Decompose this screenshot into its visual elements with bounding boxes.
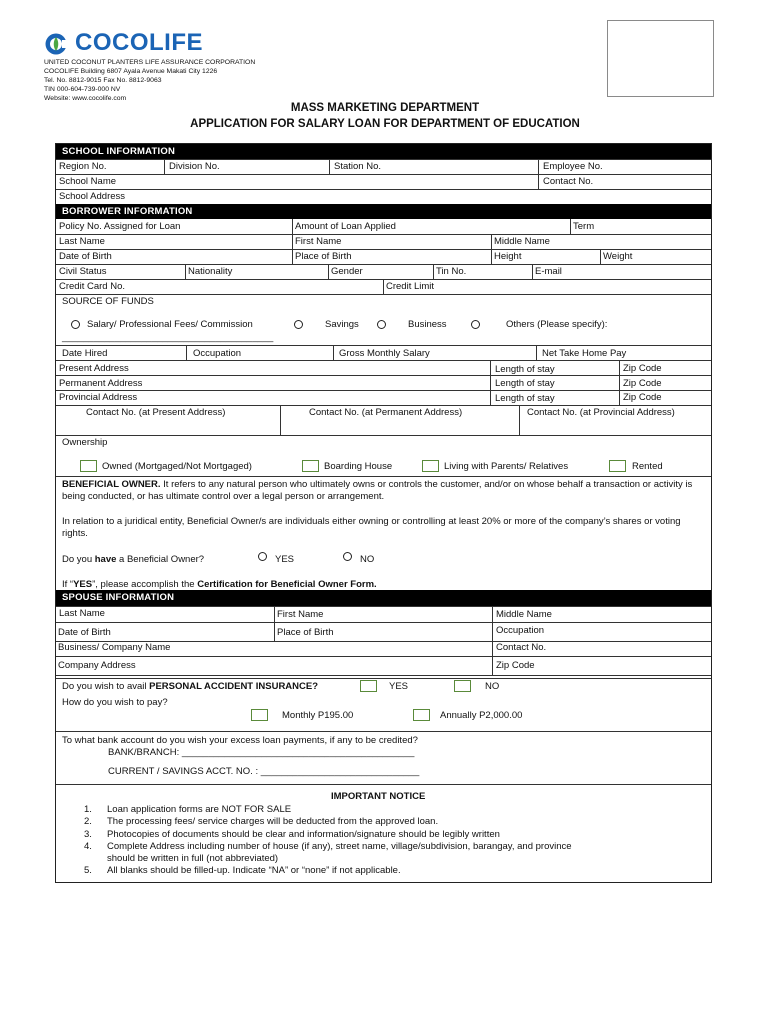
boarding-label: Boarding House (324, 461, 393, 472)
spouse-dob-field[interactable]: Date of Birth (58, 627, 111, 638)
photo-box[interactable] (607, 20, 714, 97)
living-parents-checkbox[interactable] (422, 460, 439, 472)
spouse-contact-field[interactable]: Contact No. (496, 642, 547, 653)
ownership-label: Ownership (62, 437, 108, 448)
civil-status-field[interactable]: Civil Status (59, 266, 107, 277)
salary-label: Salary/ Professional Fees/ Commission (87, 319, 253, 330)
divider (56, 174, 711, 175)
beneficial-no-radio[interactable] (343, 552, 352, 561)
loan-amount-field[interactable]: Amount of Loan Applied (295, 221, 396, 232)
permanent-length-field[interactable]: Length of stay (495, 378, 555, 389)
divider (185, 264, 186, 279)
contact-permanent-field[interactable]: Contact No. (at Permanent Address) (309, 407, 463, 418)
divider (56, 159, 711, 160)
spouse-middle-name-field[interactable]: Middle Name (496, 609, 552, 620)
owned-checkbox[interactable] (80, 460, 97, 472)
nationality-field[interactable]: Nationality (188, 266, 233, 277)
notice-num-4: 4. (84, 841, 92, 852)
divider (56, 390, 711, 391)
credit-card-field[interactable]: Credit Card No. (59, 281, 125, 292)
notice-item-4: Complete Address including number of house (if any), street name, village/subdivision, barangay, and province (107, 841, 572, 852)
divider (433, 264, 434, 279)
school-contact-field[interactable]: Contact No. (543, 176, 594, 187)
middle-name-field[interactable]: Middle Name (494, 236, 550, 247)
spouse-zip-field[interactable]: Zip Code (496, 660, 535, 671)
divider (56, 675, 711, 676)
divider (274, 606, 275, 642)
divider (56, 234, 711, 235)
beneficial-no-label: NO (360, 554, 375, 565)
notice-item-3: Photocopies of documents should be clear and information/signature should be legibly written (107, 829, 500, 840)
weight-field[interactable]: Weight (603, 251, 633, 262)
divider (56, 606, 711, 607)
divider (383, 279, 384, 294)
email-field[interactable]: E-mail (535, 266, 562, 277)
spouse-occupation-field[interactable]: Occupation (496, 625, 545, 636)
notice-num-1: 1. (84, 804, 92, 815)
school-address-field[interactable]: School Address (59, 191, 126, 202)
others-radio[interactable] (471, 320, 480, 329)
tin-field[interactable]: Tin No. (436, 266, 467, 277)
beneficial-instruction: If “YES”, please accomplish the Certification for Beneficial Owner Form. (62, 579, 377, 590)
salary-radio[interactable] (71, 320, 80, 329)
provincial-address-field[interactable]: Provincial Address (59, 392, 138, 403)
company-info (44, 58, 255, 103)
company-logo (44, 30, 203, 56)
company-logo-text: COCOLIFE (75, 29, 203, 56)
application-form (55, 143, 712, 883)
spouse-last-name-field[interactable]: Last Name (59, 608, 105, 619)
contact-provincial-field[interactable]: Contact No. (at Provincial Address) (527, 407, 675, 418)
divider (280, 405, 281, 435)
notice-num-2: 2. (84, 816, 92, 827)
savings-radio[interactable] (294, 320, 303, 329)
divider (333, 345, 334, 360)
bank-question: To what bank account do you wish your excess loan payments, if any to be credited? (62, 735, 418, 746)
term-field[interactable]: Term (573, 221, 595, 232)
provincial-zip-field[interactable]: Zip Code (623, 392, 662, 403)
first-name-field[interactable]: First Name (295, 236, 342, 247)
present-zip-field[interactable]: Zip Code (623, 363, 662, 374)
monthly-label: Monthly P195.00 (282, 710, 354, 721)
borrower-info-header: BORROWER INFORMATION (56, 204, 711, 219)
insurance-no-label: NO (485, 681, 500, 692)
cocolife-logo-icon (44, 32, 74, 54)
divider (56, 678, 711, 679)
annually-label: Annually P2,000.00 (440, 710, 523, 721)
company-name: UNITED COCONUT PLANTERS LIFE ASSURANCE CORPORATION (44, 59, 256, 66)
school-info-header: SCHOOL INFORMATION (56, 144, 711, 159)
divider (56, 405, 711, 406)
notice-num-5: 5. (84, 865, 92, 876)
source-of-funds-label: SOURCE OF FUNDS (62, 296, 154, 307)
others-label: Others (Please specify): (506, 319, 608, 330)
notice-item-2: The processing fees/ service charges will be deducted from the approved loan. (107, 816, 439, 827)
divider (490, 360, 491, 405)
owned-label: Owned (Mortgaged/Not Mortgaged) (102, 461, 252, 472)
divider (328, 264, 329, 279)
provincial-length-field[interactable]: Length of stay (495, 393, 555, 404)
pob-field[interactable]: Place of Birth (295, 251, 352, 262)
rented-label: Rented (632, 461, 663, 472)
divider (56, 294, 711, 295)
spouse-first-name-field[interactable]: First Name (277, 609, 324, 620)
divider (292, 219, 293, 264)
juridical-entity-text: In relation to a juridical entity, Beneficial Owner/s are individuals either owning or controlling at least 20% or more of the company’s shares or voting rights. (62, 516, 681, 539)
monthly-checkbox[interactable] (251, 709, 268, 721)
divider (56, 249, 711, 250)
important-notice-title: IMPORTANT NOTICE (331, 791, 426, 802)
boarding-checkbox[interactable] (302, 460, 319, 472)
divider (532, 264, 533, 279)
divider (56, 622, 711, 623)
last-name-field[interactable]: Last Name (59, 236, 105, 247)
business-label: Business (408, 319, 447, 330)
insurance-yes-label: YES (389, 681, 409, 692)
divider (519, 405, 520, 435)
insurance-yes-checkbox[interactable] (360, 680, 377, 692)
present-length-field[interactable]: Length of stay (495, 364, 555, 375)
school-name-field[interactable]: School Name (59, 176, 117, 187)
divider (56, 435, 711, 436)
insurance-question: Do you wish to avail PERSONAL ACCIDENT INSURANCE? (62, 681, 319, 692)
employee-no-field[interactable]: Employee No. (543, 161, 603, 172)
insurance-no-checkbox[interactable] (454, 680, 471, 692)
divider (56, 731, 711, 732)
present-address-field[interactable]: Present Address (59, 363, 129, 374)
beneficial-owner-definition (62, 479, 707, 503)
contact-present-field[interactable]: Contact No. (at Present Address) (86, 407, 226, 418)
payment-question: How do you wish to pay? (62, 697, 168, 708)
department-title: MASS MARKETING DEPARTMENT (290, 102, 480, 114)
dob-field[interactable]: Date of Birth (59, 251, 112, 262)
spouse-business-field[interactable]: Business/ Company Name (58, 642, 171, 653)
beneficial-owner-question: Do you have a Beneficial Owner? (62, 554, 205, 565)
notice-item-4-cont: should be written in full (not abbreviated) (107, 853, 279, 864)
bank-branch-field[interactable]: BANK/BRANCH: ____________________________________________ (108, 747, 415, 758)
divider (186, 345, 187, 360)
divider (56, 656, 711, 657)
occupation-field[interactable]: Occupation (193, 348, 242, 359)
form-title: APPLICATION FOR SALARY LOAN FOR DEPARTMENT OF EDUCATION (190, 118, 580, 130)
gender-field[interactable]: Gender (331, 266, 363, 277)
divider (56, 375, 711, 376)
divider (56, 189, 711, 190)
annually-checkbox[interactable] (413, 709, 430, 721)
beneficial-owner-term: BENEFICIAL OWNER. (62, 479, 161, 490)
notice-item-1: Loan application forms are NOT FOR SALE (107, 804, 292, 815)
others-specify-blank[interactable]: ________________________________________ (62, 332, 274, 343)
policy-no-field[interactable]: Policy No. Assigned for Loan (59, 221, 181, 232)
divider (56, 784, 711, 785)
net-pay-field[interactable]: Net Take Home Pay (542, 348, 627, 359)
notice-item-5: All blanks should be filled-up. Indicate “NA” or “none” if not applicable. (107, 865, 401, 876)
divider (164, 159, 165, 174)
savings-label: Savings (325, 319, 359, 330)
divider (600, 249, 601, 264)
divider (56, 345, 711, 346)
notice-num-3: 3. (84, 829, 92, 840)
divider (56, 264, 711, 265)
date-hired-field[interactable]: Date Hired (62, 348, 108, 359)
height-field[interactable]: Height (494, 251, 522, 262)
beneficial-yes-radio[interactable] (258, 552, 267, 561)
beneficial-owner-text: It refers to any natural person who ultimately owns or controls the customer, and/or on whose behalf a transaction or activity is being conducted, or has ultimate control over a legal person or arrangement. (62, 479, 693, 502)
divider (56, 360, 711, 361)
spouse-company-address-field[interactable]: Company Address (58, 660, 136, 671)
divider (329, 159, 330, 174)
beneficial-yes-label: YES (275, 554, 295, 565)
rented-checkbox[interactable] (609, 460, 626, 472)
spouse-pob-field[interactable]: Place of Birth (277, 627, 334, 638)
company-website: Website: www.cocolife.com (44, 95, 127, 102)
gross-salary-field[interactable]: Gross Monthly Salary (339, 348, 430, 359)
company-tel: Tel. No. 8812-9015 Fax No. 8812-9063 (44, 77, 162, 84)
divider (56, 476, 711, 477)
business-radio[interactable] (377, 320, 386, 329)
divider (536, 345, 537, 360)
divider (619, 360, 620, 405)
station-field[interactable]: Station No. (334, 161, 381, 172)
account-no-field[interactable]: CURRENT / SAVINGS ACCT. NO. : ______________________________ (108, 766, 420, 777)
divider (570, 219, 571, 234)
permanent-zip-field[interactable]: Zip Code (623, 378, 662, 389)
permanent-address-field[interactable]: Permanent Address (59, 378, 143, 389)
living-parents-label: Living with Parents/ Relatives (444, 461, 569, 472)
company-address: COCOLIFE Building 6807 Ayala Avenue Makati City 1226 (44, 68, 218, 75)
region-field[interactable]: Region No. (59, 161, 107, 172)
company-tin: TIN 000-604-739-000 NV (44, 86, 121, 93)
spouse-info-header: SPOUSE INFORMATION (56, 590, 711, 606)
division-field[interactable]: Division No. (169, 161, 220, 172)
credit-limit-field[interactable]: Credit Limit (386, 281, 435, 292)
